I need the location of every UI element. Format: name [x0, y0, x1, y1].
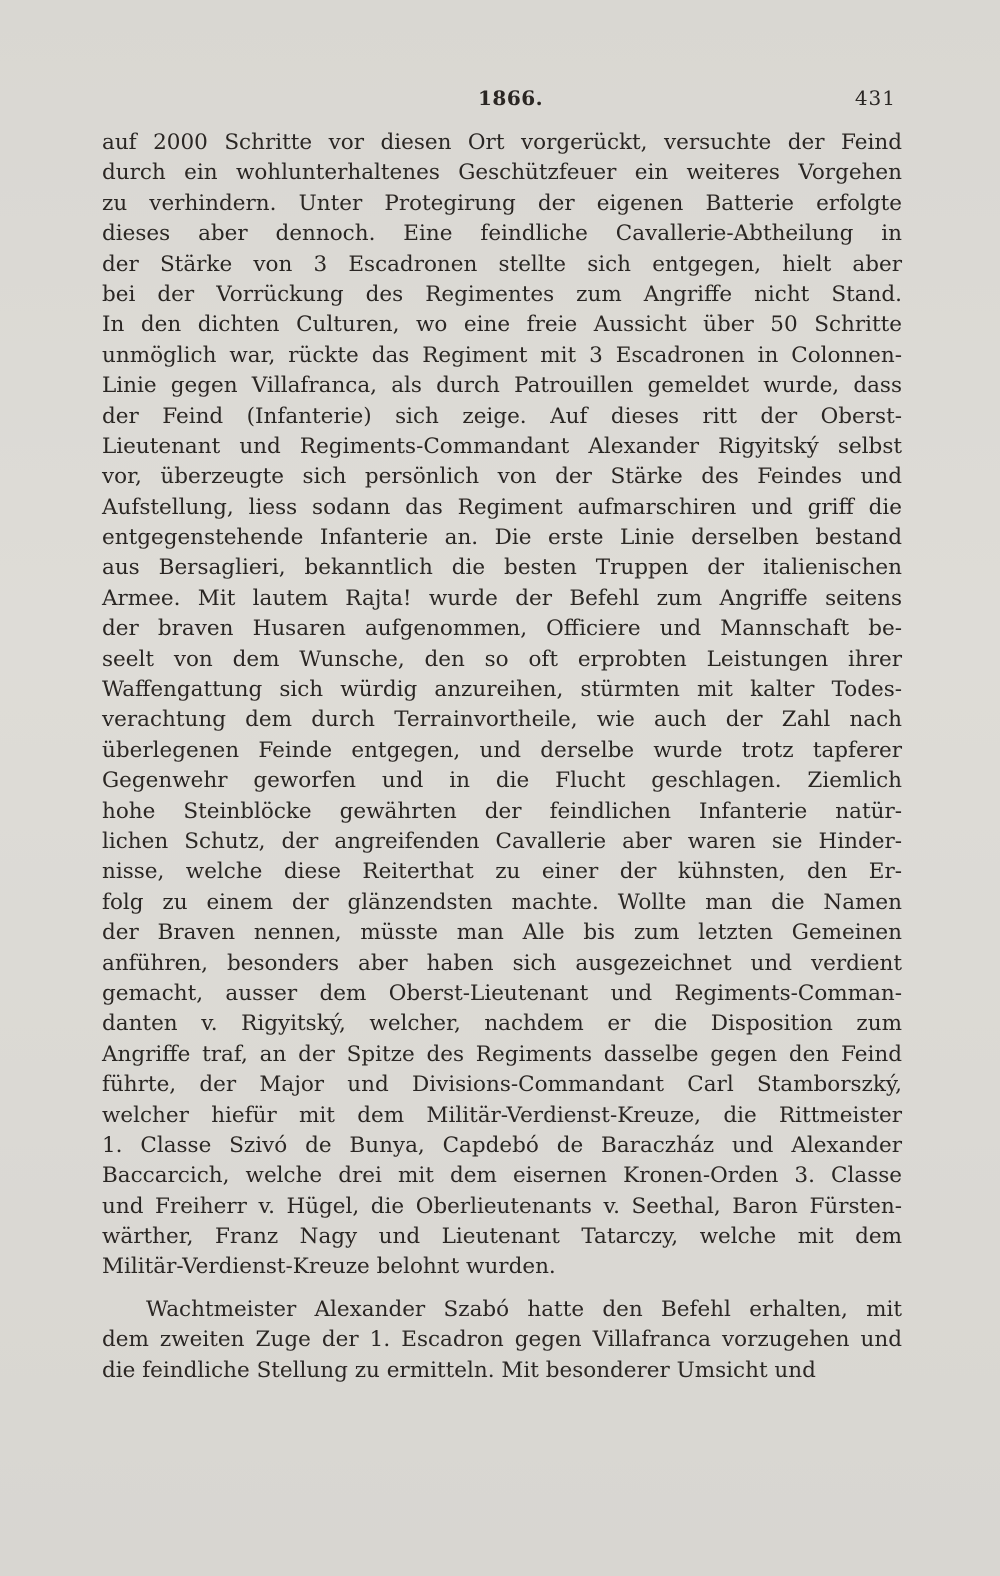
text-line: gemacht, ausser dem Oberst-Lieutenant und Regiments-Comman- [102, 980, 902, 1006]
text-line: der Stärke von 3 Escadronen stellte sich entgegen, hielt aber [102, 251, 902, 277]
text-line: verachtung dem durch Terrainvortheile, wie auch der Zahl nach [102, 707, 902, 733]
text-line: Angriffe traf, an der Spitze des Regiments dasselbe gegen den Feind [102, 1041, 902, 1067]
text-line: Lieutenant und Regiments-Commandant Alexander Rigyitský selbst [102, 433, 902, 459]
text-line: Wachtmeister Alexander Szabó hatte den Befehl erhalten, mit [146, 1296, 902, 1322]
text-line: dieses aber dennoch. Eine feindliche Cavallerie-Abtheilung in [102, 221, 902, 247]
text-line: welcher hiefür mit dem Militär-Verdienst-Kreuze, die Rittmeister [102, 1102, 902, 1128]
text-line: folg zu einem der glänzendsten machte. Wollte man die Namen [102, 889, 902, 915]
text-line: wärther, Franz Nagy und Lieutenant Tatarczy, welche mit dem [102, 1224, 902, 1250]
text-line: zu verhindern. Unter Protegirung der eigenen Batterie erfolgte [102, 190, 902, 216]
text-line: danten v. Rigyitský, welcher, nachdem er die Disposition zum [102, 1011, 902, 1037]
text-line: anführen, besonders aber haben sich ausgezeichnet und verdient [102, 950, 902, 976]
text-line: unmöglich war, rückte das Regiment mit 3 Escadronen in Colonnen- [102, 342, 902, 368]
text-line: In den dichten Culturen, wo eine freie Aussicht über 50 Schritte [102, 312, 902, 338]
text-line: Gegenwehr geworfen und in die Flucht geschlagen. Ziemlich [102, 768, 902, 794]
body-text [102, 128, 902, 1386]
text-line: hohe Steinblöcke gewährten der feindlichen Infanterie natür- [102, 798, 902, 824]
text-line: Armee. Mit lautem Rajta! wurde der Befehl zum Angriffe seitens [102, 585, 902, 611]
text-line: nisse, welche diese Reiterthat zu einer der kühnsten, den Er- [102, 859, 902, 885]
text-line: der Feind (Infanterie) sich zeige. Auf dieses ritt der Oberst- [102, 403, 902, 429]
text-line: lichen Schutz, der angreifenden Cavallerie aber waren sie Hinder- [102, 828, 902, 854]
text-line: 1. Classe Szivó de Bunya, Capdebó de Baraczház und Alexander [102, 1132, 902, 1158]
text-line: aus Bersaglieri, bekanntlich die besten Truppen der italienischen [102, 555, 902, 581]
text-line: der braven Husaren aufgenommen, Officiere und Mannschaft be- [102, 616, 902, 642]
text-line: auf 2000 Schritte vor diesen Ort vorgerückt, versuchte der Feind [102, 130, 902, 155]
text-line: Linie gegen Villafranca, als durch Patrouillen gemeldet wurde, dass [102, 373, 902, 399]
text-line: Aufstellung, liess sodann das Regiment aufmarschiren und griff die [102, 494, 902, 520]
text-line: vor, überzeugte sich persönlich von der Stärke des Feindes und [102, 464, 902, 490]
text-line: durch ein wohlunterhaltenes Geschützfeuer ein weiteres Vorgehen [102, 160, 902, 186]
text-line: führte, der Major und Divisions-Commandant Carl Stamborszký, [102, 1072, 902, 1098]
text-line: bei der Vorrückung des Regimentes zum Angriffe nicht Stand. [102, 281, 902, 307]
text-line: der Braven nennen, müsste man Alle bis zum letzten Gemeinen [102, 920, 902, 946]
paragraph-gap [102, 1283, 902, 1295]
text-line: und Freiherr v. Hügel, die Oberlieutenants v. Seethal, Baron Fürsten- [102, 1193, 902, 1219]
text-line: Baccarcich, welche drei mit dem eisernen Kronen-Orden 3. Classe [102, 1163, 902, 1189]
page-number: 431 [854, 86, 896, 110]
running-head [0, 86, 1000, 116]
text-line: seelt von dem Wunsche, den so oft erprobten Leistungen ihrer [102, 646, 902, 672]
text-line: die feindliche Stellung zu ermitteln. Mit besonderer Umsicht und [102, 1357, 816, 1383]
text-line: Waffengattung sich würdig anzureihen, stürmten mit kalter Todes- [102, 677, 902, 703]
text-line: entgegenstehende Infanterie an. Die erste Linie derselben bestand [102, 525, 902, 551]
text-line: dem zweiten Zuge der 1. Escadron gegen Villafranca vorzugehen und [102, 1327, 902, 1353]
text-line: überlegenen Feinde entgegen, und derselbe wurde trotz tapferer [102, 737, 902, 763]
running-head-year: 1866. [478, 86, 544, 110]
text-line: Militär-Verdienst-Kreuze belohnt wurden. [102, 1254, 556, 1280]
